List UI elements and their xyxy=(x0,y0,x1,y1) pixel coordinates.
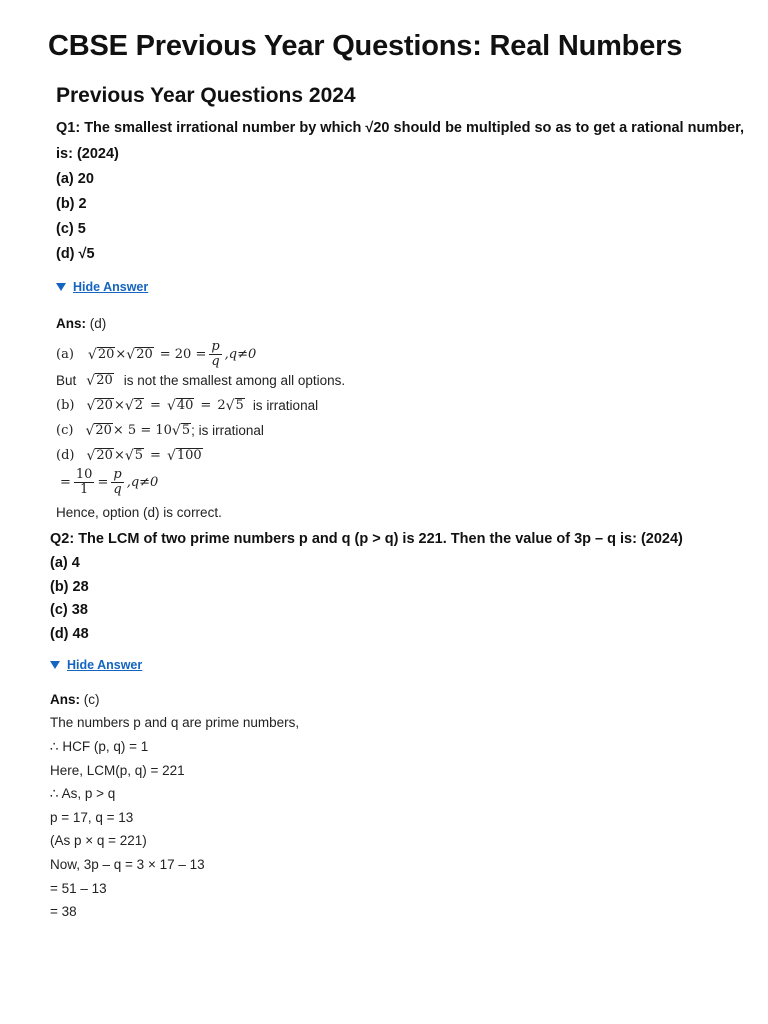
but-text-rest: is not the smallest among all options. xyxy=(123,373,346,388)
q2-step: = 51 – 13 xyxy=(50,881,107,896)
q2-step: = 38 xyxy=(50,904,77,919)
q1-sol-but xyxy=(56,373,345,388)
q1-sol-c: (c) √ 20 × 5 = 10 √ 5 ; is irrational xyxy=(56,422,264,439)
q2-ans-label: Ans: xyxy=(50,692,80,707)
q1-option-d: (d) √5 xyxy=(56,246,95,262)
q2-step: ∴ HCF (p, q) = 1 xyxy=(50,739,149,754)
q2-option-d: (d) 48 xyxy=(50,626,89,642)
sqrt-20: √ 20 xyxy=(87,347,115,364)
q1-toggle-label: Hide Answer xyxy=(73,280,149,294)
q1-sol-d-cont: = $\frac{10}{1}$ = $\frac{p}{q}$ ,q≠0 xyxy=(60,467,159,498)
q1-ans-label: Ans: xyxy=(56,316,86,331)
sol-b-label: (b) xyxy=(56,398,75,413)
q1-text-line2: is: (2024) xyxy=(56,146,119,162)
fraction-p-q: $\frac{p}{q}$ xyxy=(113,467,122,498)
q2-option-a: (a) 4 xyxy=(50,555,80,571)
q2-step: Now, 3p – q = 3 × 17 – 13 xyxy=(50,857,205,872)
page-title: CBSE Previous Year Questions: Real Numbers xyxy=(48,30,683,62)
c-irrational-text: ; is irrational xyxy=(191,423,264,438)
q2-option-c: (c) 38 xyxy=(50,602,88,618)
q1-sol-b: (b) √ 20 × √ 2 = √ 40 = 2 √ 5 is irrational xyxy=(56,397,319,414)
q1-text-line1: Q1: The smallest irrational number by which √20 should be multipled so as to get a rational number, xyxy=(56,120,744,136)
fraction-10-1: $\frac{10}{1}$ xyxy=(75,467,93,498)
q2-step: Here, LCM(p, q) = 221 xyxy=(50,763,185,778)
sqrt-20: √ 20 xyxy=(86,372,113,389)
q2-answer xyxy=(50,692,100,707)
q2-text: Q2: The LCM of two prime numbers p and q (p > q) is 221. Then the value of 3p – q is: (2024) xyxy=(50,531,683,547)
q2-step: The numbers p and q are prime numbers, xyxy=(50,715,300,730)
fraction-p-q: $\frac{p}{q}$ xyxy=(211,339,220,370)
q2-hide-answer-toggle[interactable] xyxy=(50,658,142,672)
section-title: Previous Year Questions 2024 xyxy=(56,84,356,107)
q2-ans-value: (c) xyxy=(83,692,100,707)
q-neq-zero: ,q≠0 xyxy=(224,347,257,363)
q2-toggle-label: Hide Answer xyxy=(67,658,143,672)
q2-option-b: (b) 28 xyxy=(50,579,89,595)
q1-answer xyxy=(56,316,106,331)
caret-down-icon xyxy=(56,283,66,291)
sol-c-label: (c) xyxy=(56,423,74,438)
is-irrational-text: is irrational xyxy=(252,398,319,413)
q2-step: ∴ As, p > q xyxy=(50,786,116,801)
q2-step: p = 17, q = 13 xyxy=(50,810,134,825)
but-text: But xyxy=(56,373,77,388)
q1-option-a: (a) 20 xyxy=(56,171,94,187)
sqrt-20: √ 20 xyxy=(126,347,153,364)
q1-sol-d: (d) √ 20 × √ 5 = √ 100 xyxy=(56,447,202,464)
q1-ans-value: (d) xyxy=(89,316,107,331)
sol-a-label: (a) xyxy=(56,347,74,363)
caret-down-icon xyxy=(50,661,60,669)
q1-sol-a xyxy=(56,340,256,370)
times-sign: × xyxy=(115,347,127,363)
q1-conclusion: Hence, option (d) is correct. xyxy=(56,505,222,520)
eq-20: = 20 = xyxy=(159,347,207,363)
q1-option-b: (b) 2 xyxy=(56,196,87,212)
q1-hide-answer-toggle[interactable] xyxy=(56,280,148,294)
q2-step: (As p × q = 221) xyxy=(50,833,147,848)
q1-option-c: (c) 5 xyxy=(56,221,86,237)
sol-d-label: (d) xyxy=(56,448,75,463)
